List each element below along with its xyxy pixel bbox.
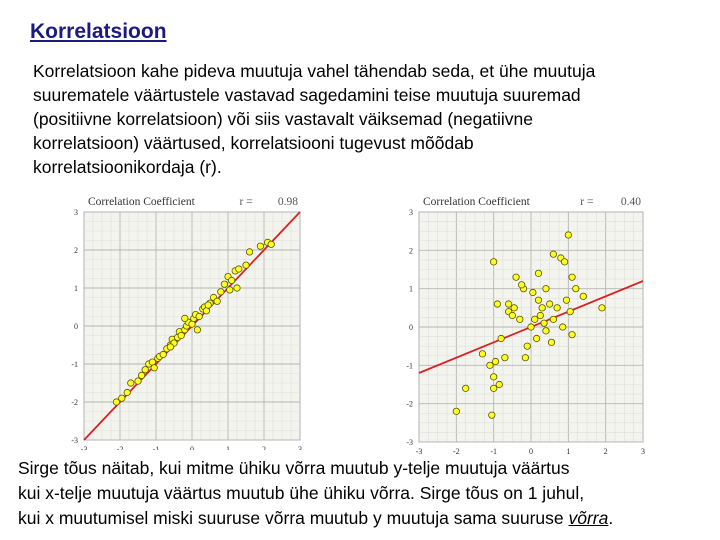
intro-paragraph: Korrelatsioon kahe pideva muutuja vahel tähendab seda, et ühe muutuja suurematele väärtustele vastavad sagedamini teise muutuja suuremad (positiivne korrelatsioon) või siis vastavalt väiksemad (negatiivne korrelatsioon) väärtused, korrelatsiooni tugevust mõõdab korrelatsioonikordaja (r). — [33, 61, 596, 177]
data-point — [524, 343, 530, 349]
data-point — [487, 362, 493, 368]
x-tick-label: -1 — [152, 445, 160, 450]
data-point — [196, 313, 202, 319]
data-point — [194, 327, 200, 333]
data-point — [496, 381, 502, 387]
data-point — [560, 324, 566, 330]
y-tick-label: 2 — [409, 246, 413, 256]
data-point — [535, 270, 541, 276]
explanation-period: . — [608, 508, 614, 528]
y-tick-label: -1 — [406, 361, 413, 371]
data-point — [543, 328, 549, 334]
y-tick-label: 3 — [409, 208, 413, 217]
data-point — [268, 241, 274, 247]
data-point — [492, 358, 498, 364]
explanation-line-3-text: kui x muutumisel miski suuruse võrra muutub y muutuja sama suuruse — [18, 508, 569, 528]
data-point — [528, 324, 534, 330]
explanation-line-2: kui x-telje muutuja väärtus muutub ühe ühiku võrra. Sirge tõus on 1 juhul, — [18, 483, 585, 503]
data-point — [124, 389, 130, 395]
x-tick-label: 0 — [190, 445, 194, 450]
x-tick-label: 2 — [262, 445, 266, 450]
data-point — [167, 344, 173, 350]
x-tick-label: -3 — [415, 447, 423, 456]
data-point — [599, 305, 605, 311]
data-point — [530, 289, 536, 295]
data-point — [505, 301, 511, 307]
r-value: 0.40 — [620, 196, 641, 208]
data-point — [543, 285, 549, 291]
y-tick-label: 1 — [74, 284, 78, 293]
x-tick-label: 3 — [641, 447, 645, 456]
scatter-chart-weak — [393, 188, 653, 463]
data-point — [218, 289, 224, 295]
data-point — [532, 316, 538, 322]
x-tick-label: -1 — [490, 447, 498, 456]
data-point — [221, 281, 227, 287]
x-tick-label: 0 — [529, 447, 533, 456]
explanation-line-3 — [18, 506, 718, 531]
data-point — [479, 351, 485, 357]
x-tick-label: 3 — [298, 445, 302, 450]
data-point — [246, 249, 252, 255]
chart-title: Correlation Coefficient — [88, 196, 195, 208]
chart-svg — [60, 188, 310, 450]
data-point — [453, 408, 459, 414]
data-point — [561, 259, 567, 265]
y-tick-label: -2 — [406, 399, 413, 409]
y-tick-label: 1 — [409, 284, 413, 294]
data-point — [569, 274, 575, 280]
slide-title: Korrelatsioon — [30, 20, 167, 43]
data-point — [490, 374, 496, 380]
data-point — [548, 339, 554, 345]
data-point — [502, 354, 508, 360]
data-point — [214, 298, 220, 304]
y-tick-label: -1 — [71, 360, 78, 369]
data-point — [522, 354, 528, 360]
y-tick-label: -3 — [71, 436, 78, 445]
scatter-chart-strong — [60, 188, 310, 455]
data-point — [243, 262, 249, 268]
data-point — [205, 302, 211, 308]
data-point — [518, 282, 524, 288]
data-point — [550, 316, 556, 322]
data-point — [462, 385, 468, 391]
y-tick-label: 0 — [409, 323, 413, 332]
data-point — [498, 335, 504, 341]
data-point — [236, 266, 242, 272]
data-point — [135, 378, 141, 384]
r-value: 0.98 — [277, 196, 298, 208]
data-point — [489, 412, 495, 418]
data-point — [151, 365, 157, 371]
data-point — [509, 312, 515, 318]
y-tick-label: 2 — [74, 246, 78, 255]
data-point — [535, 297, 541, 303]
chart-svg — [393, 188, 653, 458]
data-point — [537, 312, 543, 318]
data-point — [227, 287, 233, 293]
r-label: r = — [580, 196, 594, 208]
y-tick-label: -2 — [71, 398, 78, 407]
emphasis-word: võrra — [568, 508, 609, 528]
data-point — [550, 251, 556, 257]
data-point — [490, 385, 496, 391]
chart-title: Correlation Coefficient — [423, 196, 530, 208]
data-point — [119, 395, 125, 401]
data-point — [182, 315, 188, 321]
data-point — [569, 331, 575, 337]
data-point — [573, 285, 579, 291]
r-label: r = — [239, 196, 253, 208]
data-point — [160, 351, 166, 357]
x-tick-label: 1 — [566, 447, 571, 456]
data-point — [563, 297, 569, 303]
data-point — [511, 305, 517, 311]
data-point — [513, 274, 519, 280]
x-tick-label: -3 — [80, 445, 88, 450]
data-point — [533, 335, 539, 341]
data-point — [539, 305, 545, 311]
x-tick-label: 2 — [603, 447, 608, 456]
explanation-line-1: Sirge tõus näitab, kui mitme ühiku võrra muutub y-telje muutuja väärtus — [18, 458, 570, 478]
data-point — [541, 320, 547, 326]
data-point — [567, 308, 573, 314]
data-point — [490, 259, 496, 265]
data-point — [138, 372, 144, 378]
data-point — [494, 301, 500, 307]
data-point — [178, 332, 184, 338]
explanation-paragraph — [18, 456, 718, 531]
x-tick-label: -2 — [116, 445, 124, 450]
data-point — [554, 305, 560, 311]
data-point — [234, 285, 240, 291]
y-tick-label: 0 — [74, 322, 78, 331]
data-point — [517, 316, 523, 322]
data-point — [257, 243, 263, 249]
data-point — [128, 380, 134, 386]
y-tick-label: -3 — [406, 438, 413, 447]
y-tick-label: 3 — [74, 208, 78, 217]
data-point — [580, 293, 586, 299]
data-point — [565, 232, 571, 238]
data-point — [546, 301, 552, 307]
data-point — [142, 367, 148, 373]
x-tick-label: 1 — [226, 445, 230, 450]
data-point — [228, 277, 234, 283]
x-tick-label: -2 — [452, 447, 460, 456]
